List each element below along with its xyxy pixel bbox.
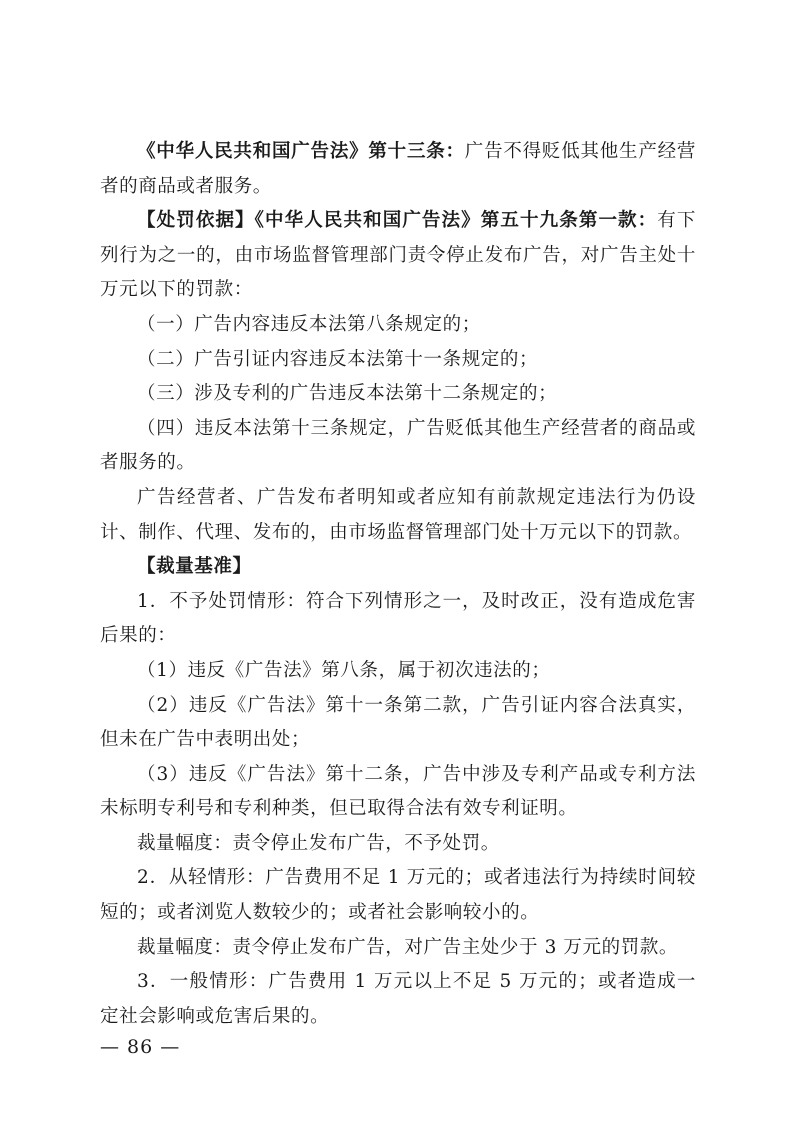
section-heading: 【裁量基准】 bbox=[137, 556, 252, 578]
paragraph: （1）违反《广告法》第八条，属于初次违法的； bbox=[137, 659, 551, 681]
paragraph: 【处罚依据】《中华人民共和国广告法》第五十九条第一款：有下列行为之一的，由市场监督管理部门责令停止发布广告，对广告主处十万元以下的罚款： bbox=[100, 210, 697, 301]
paragraph: 《中华人民共和国广告法》第十三条：广告不得贬低其他生产经营者的商品或者服务。 bbox=[100, 141, 696, 197]
page-number: — 86 — bbox=[100, 1036, 181, 1058]
paragraph: 1．不予处罚情形：符合下列情形之一，及时改正，没有造成危害后果的： bbox=[100, 590, 696, 647]
paragraph: （四）违反本法第十三条规定，广告贬低其他生产经营者的商品或者服务的。 bbox=[100, 417, 696, 474]
paragraph: （二）广告引证内容违反本法第十一条规定的； bbox=[137, 348, 539, 370]
paragraph: 3．一般情形：广告费用 1 万元以上不足 5 万元的；或者造成一定社会影响或危害后果的。 bbox=[100, 971, 696, 1027]
paragraph: 裁量幅度：责令停止发布广告，不予处罚。 bbox=[137, 832, 500, 854]
paragraph: （2）违反《广告法》第十一条第二款，广告引证内容合法真实，但未在广告中表明出处； bbox=[100, 694, 696, 751]
paragraph: （三）涉及专利的广告违反本法第十二条规定的； bbox=[137, 383, 558, 405]
paragraph: （一）广告内容违反本法第八条规定的； bbox=[137, 313, 481, 335]
paragraph: （3）违反《广告法》第十二条，广告中涉及专利产品或专利方法未标明专利号和专利种类，但已取得合法有效专利证明。 bbox=[100, 763, 696, 820]
paragraph: 2．从轻情形：广告费用不足 1 万元的；或者违法行为持续时间较短的；或者浏览人数较少的；或者社会影响较小的。 bbox=[100, 867, 696, 924]
document-body bbox=[100, 135, 696, 1034]
paragraph: 广告经营者、广告发布者明知或者应知有前款规定违法行为仍设计、制作、代理、发布的，由市场监督管理部门处十万元以下的罚款。 bbox=[100, 486, 696, 543]
paragraph: 裁量幅度：责令停止发布广告，对广告主处少于 3 万元的罚款。 bbox=[137, 936, 679, 958]
